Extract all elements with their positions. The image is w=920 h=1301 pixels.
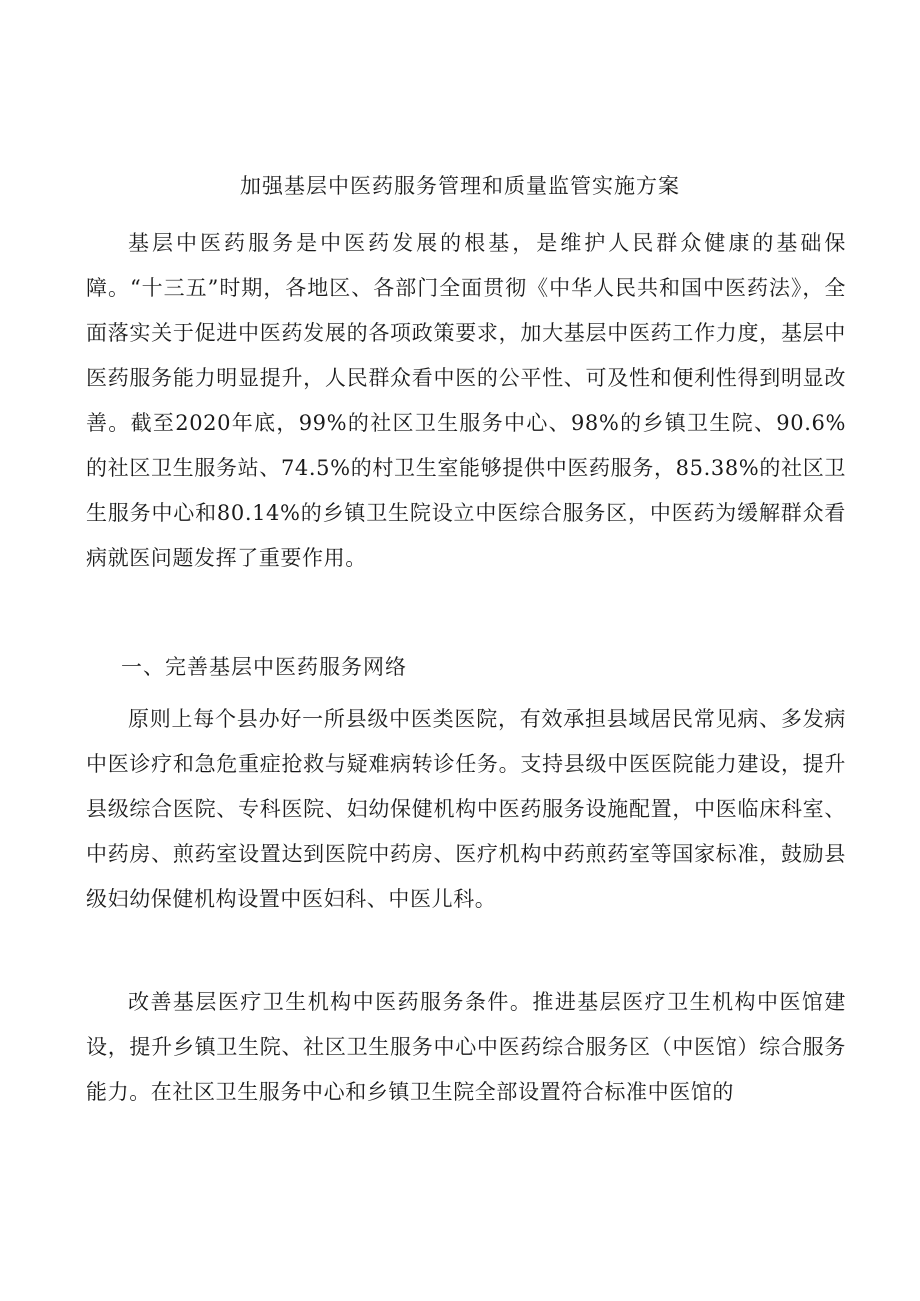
body-paragraph-county-hospitals: 原则上每个县办好一所县级中医类医院，有效承担县域居民常见病、多发病中医诊疗和急危重症抢救与疑难病转诊任务。支持县级中医医院能力建设，提升县级综合医院、专科医院、妇幼保健机构中医药服务设施配置，中医临床科室、中药房、煎药室设置达到医院中药房、医疗机构中药煎药室等国家标准，鼓励县级妇幼保健机构设置中医妇科、中医儿科。 xyxy=(86,707,846,911)
document-title: 加强基层中医药服务管理和质量监管实施方案 xyxy=(240,174,680,198)
section-heading: 一、完善基层中医药服务网络 xyxy=(121,655,407,679)
body-paragraph-grassroots-conditions: 改善基层医疗卫生机构中医药服务条件。推进基层医疗卫生机构中医馆建设，提升乡镇卫生院、社区卫生服务中心中医药综合服务区（中医馆）综合服务能力。在社区卫生服务中心和乡镇卫生院全部设置符合标准中医馆的 xyxy=(86,990,846,1104)
intro-paragraph: 基层中医药服务是中医药发展的根基，是维护人民群众健康的基础保障。“十三五”时期，各地区、各部门全面贯彻《中华人民共和国中医药法》，全面落实关于促进中医药发展的各项政策要求，加大基层中医药工作力度，基层中医药服务能力明显提升，人民群众看中医的公平性、可及性和便利性得到明显改善。截至2020年底，99%的社区卫生服务中心、98%的乡镇卫生院、90.6%的社区卫生服务站、74.5%的村卫生室能够提供中医药服务，85.38%的社区卫生服务中心和80.14%的乡镇卫生院设立中医综合服务区，中医药为缓解群众看病就医问题发挥了重要作用。 xyxy=(86,231,846,570)
